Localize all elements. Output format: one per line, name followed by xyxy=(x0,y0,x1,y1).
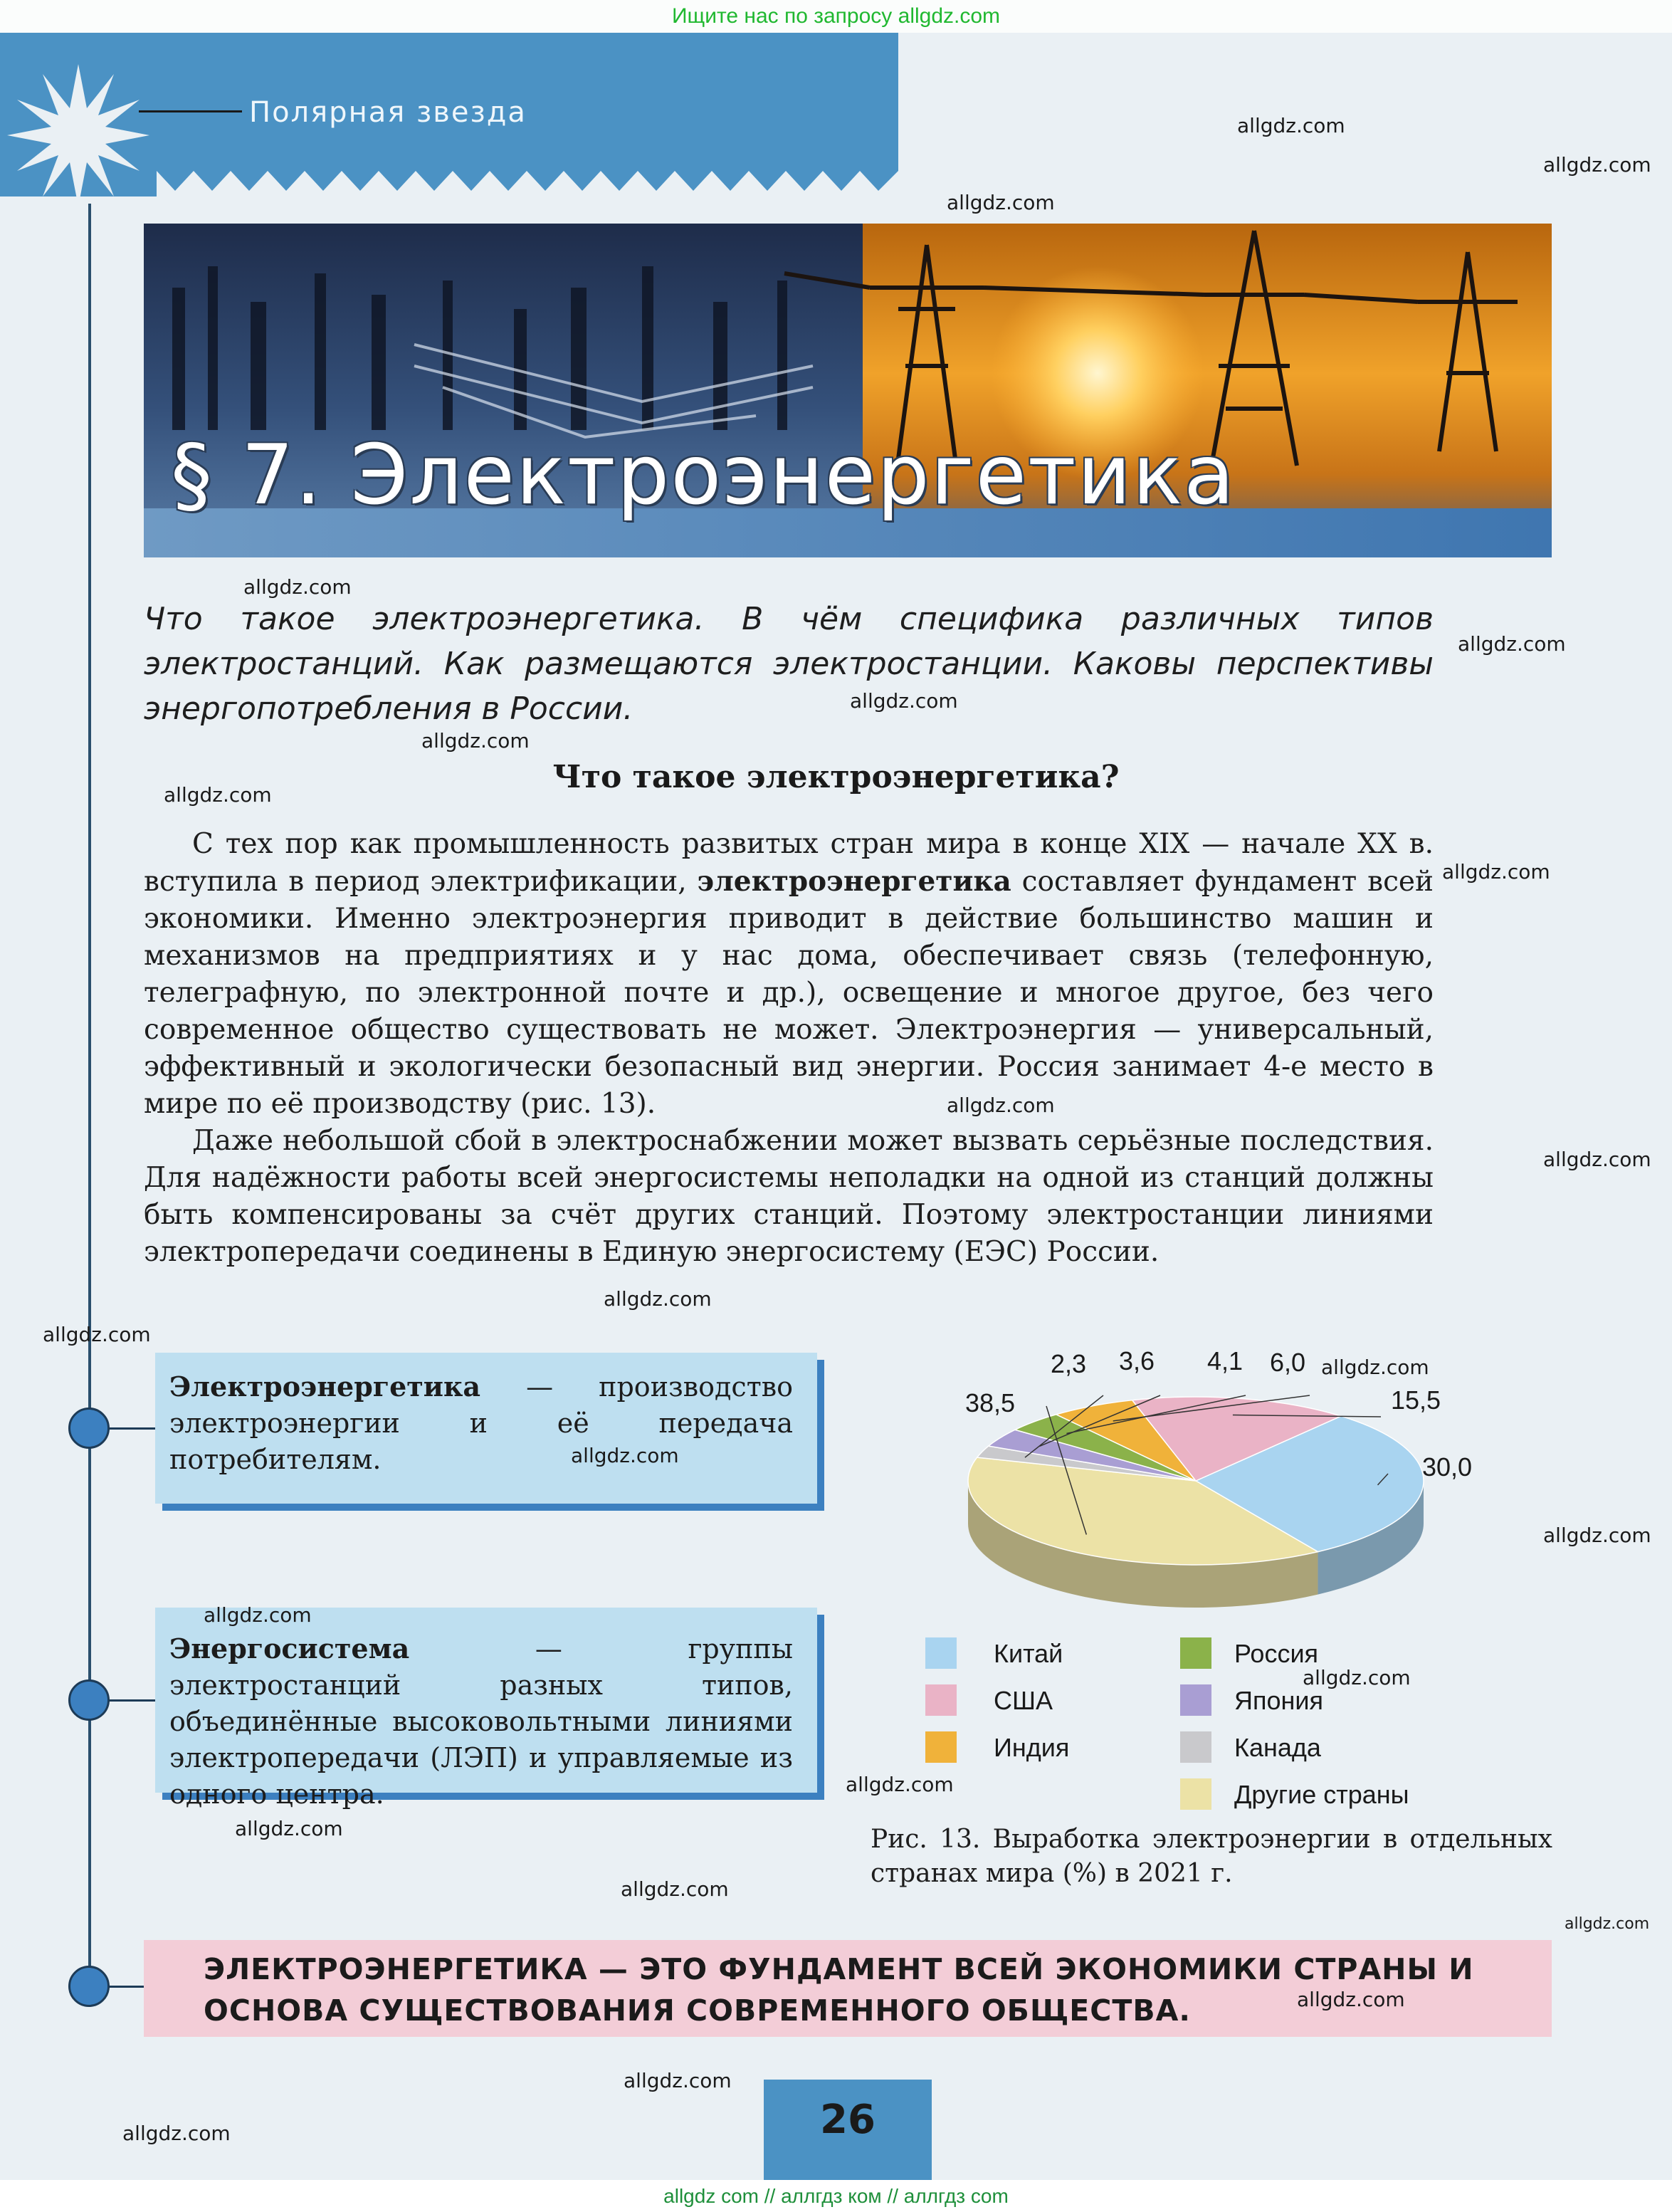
watermark: allgdz.com xyxy=(164,783,272,807)
pie-label-russia: 4,1 xyxy=(1207,1346,1244,1375)
top-banner[interactable]: Ищите нас по запросу allgdz.com xyxy=(0,0,1672,33)
legend-swatch-others xyxy=(1180,1778,1211,1810)
pie-label-china: 30,0 xyxy=(1422,1452,1473,1482)
legend-swatch-japan xyxy=(1180,1684,1211,1716)
watermark: allgdz.com xyxy=(947,1094,1055,1117)
definition-1-term: Электроэнергетика xyxy=(169,1370,481,1403)
legend-label-india: Индия xyxy=(994,1733,1070,1762)
watermark: allgdz.com xyxy=(421,729,530,753)
watermark: allgdz.com xyxy=(947,191,1055,214)
definition-1-body: — производство электроэнергии и её передача потребителям. xyxy=(169,1371,793,1475)
paragraph-1-end: составляет фундамент всей экономики. Именно электроэнергия приводит в действие большинство машин и механизмов на предприятиях и у нас дома, обеспечивает связь (телефонную, телеграфную, по электронной почте и др.), освещение и многое другое, без чего современное общество существовать не может. Электроэнергия — универсальный, эффективный и экологически безопасный вид энергии. Россия занимает 4-е место в мире по её производству (рис. 13). xyxy=(144,866,1434,1120)
legend-swatch-usa xyxy=(925,1684,957,1716)
legend-label-usa: США xyxy=(994,1686,1053,1715)
watermark: allgdz.com xyxy=(604,1287,712,1311)
paragraph-2: Даже небольшой сбой в электроснабжении может вызвать серьёзные последствия. Для надёжности работы всей энергосистемы неполадки на одной из станций должны быть компенсированы за счёт других станций. Поэтому электростанции линиями электропередачи соединены в Единую энергосистему (ЕЭС) России. xyxy=(144,1125,1434,1268)
section-heading: Что такое электроэнергетика? xyxy=(552,759,1120,795)
key-statement-marker xyxy=(68,1966,110,2007)
legend-label-canada: Канада xyxy=(1234,1733,1321,1762)
legend-swatch-china xyxy=(925,1637,957,1669)
pie-label-japan: 3,6 xyxy=(1119,1346,1155,1375)
header-zigzag-decoration xyxy=(157,164,898,196)
definition-1-text xyxy=(169,1368,793,1478)
legend-swatch-india xyxy=(925,1731,957,1763)
watermark: allgdz.com xyxy=(122,2122,231,2145)
legend-swatch-canada xyxy=(1180,1731,1211,1763)
definition-2-body: — группы электростанций разных типов, объединённые высоковольтными линиями электропередачи (ЛЭП) и управляемые из одного центра. xyxy=(169,1633,793,1810)
paragraph-1-term: электроэнергетика xyxy=(697,865,1011,898)
pie-label-usa: 15,5 xyxy=(1391,1385,1441,1415)
watermark: allgdz.com xyxy=(1303,1666,1411,1689)
watermark: allgdz.com xyxy=(1565,1915,1650,1933)
page-title: § 7. Электроэнергетика xyxy=(171,427,1236,523)
paragraph-1-start: С тех пор как промышленность развитых стран мира в конце XIX — начале XX в. вступила в период электрификации, xyxy=(144,828,1434,898)
pie-label-others: 38,5 xyxy=(965,1388,1016,1417)
pie-chart-slices xyxy=(968,1397,1424,1565)
watermark: allgdz.com xyxy=(621,1877,729,1901)
watermark: allgdz.com xyxy=(846,1773,954,1796)
bottom-banner[interactable]: allgdz com // аллгдз ком // аллгдз com xyxy=(0,2180,1672,2212)
watermark: allgdz.com xyxy=(1543,1524,1651,1547)
pie-label-india: 6,0 xyxy=(1270,1348,1306,1377)
watermark: allgdz.com xyxy=(571,1444,679,1467)
watermark: allgdz.com xyxy=(204,1603,312,1627)
watermark: allgdz.com xyxy=(1543,1148,1651,1171)
pie-chart xyxy=(925,1338,1452,1652)
legend-label-others: Другие страны xyxy=(1234,1780,1409,1809)
legend-label-japan: Япония xyxy=(1234,1686,1323,1715)
watermark: allgdz.com xyxy=(235,1817,343,1840)
watermark: allgdz.com xyxy=(1442,860,1550,884)
figure-caption: Рис. 13. Выработка электроэнергии в отдельных странах мира (%) в 2021 г. xyxy=(871,1825,1552,1888)
watermark: allgdz.com xyxy=(1543,153,1651,177)
polar-star-icon xyxy=(7,64,149,206)
pie-label-canada: 2,3 xyxy=(1051,1349,1087,1378)
definition-2-text xyxy=(169,1630,793,1813)
legend-label-china: Китай xyxy=(994,1639,1063,1668)
legend-label-russia: Россия xyxy=(1234,1639,1319,1668)
pie-legend xyxy=(925,1637,1481,1815)
legend-swatch-russia xyxy=(1180,1637,1211,1669)
paragraph-1 xyxy=(144,826,1434,1123)
watermark: allgdz.com xyxy=(1458,632,1566,656)
watermark: allgdz.com xyxy=(43,1323,151,1346)
watermark: allgdz.com xyxy=(1297,1988,1405,2011)
watermark: allgdz.com xyxy=(1321,1356,1429,1379)
watermark: allgdz.com xyxy=(624,2069,732,2092)
definition-1-marker xyxy=(68,1408,110,1449)
header-section-title: Полярная звезда xyxy=(249,96,527,129)
intro-questions: Что такое электроэнергетика. В чём специфика различных типов электростанций. Как размещаются электростанции. Каковы перспективы энергопотребления в России. xyxy=(144,601,1434,727)
key-statement-text: ЭЛЕКТРОЭНЕРГЕТИКА — ЭТО ФУНДАМЕНТ ВСЕЙ ЭКОНОМИКИ СТРАНЫ И ОСНОВА СУЩЕСТВОВАНИЯ СОВРЕМЕННОГО ОБЩЕСТВА. xyxy=(204,1952,1474,2028)
definition-2-term: Энергосистема xyxy=(169,1632,410,1665)
watermark: allgdz.com xyxy=(850,689,958,713)
watermark: allgdz.com xyxy=(243,575,352,599)
page-number: 26 xyxy=(820,2097,876,2143)
header-line xyxy=(139,110,242,112)
definition-2-marker xyxy=(68,1679,110,1721)
watermark: allgdz.com xyxy=(1237,114,1345,137)
